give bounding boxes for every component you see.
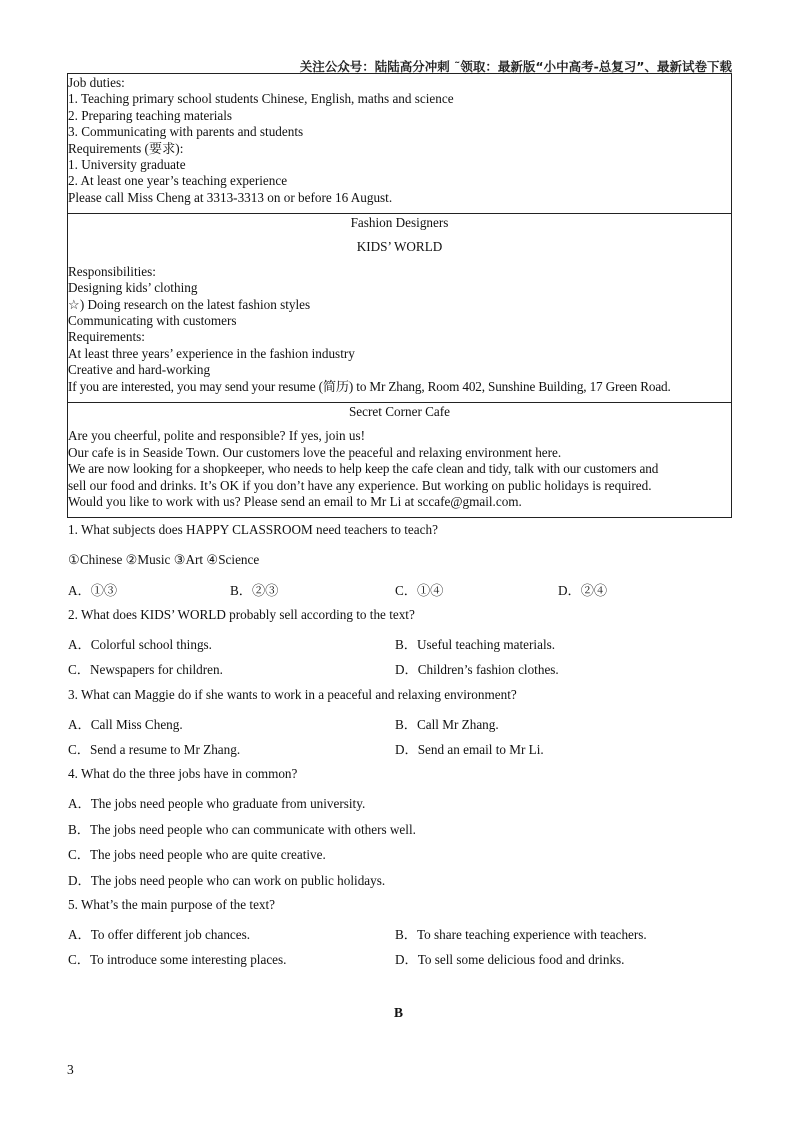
ad-line: Would you like to work with us? Please send an email to Mr Li at sccafe@gmail.com. <box>68 494 522 510</box>
question-5-stem: 5. What’s the main purpose of the text? <box>68 897 276 912</box>
ad-line: 1. Teaching primary school students Chinese, English, maths and science <box>68 91 454 107</box>
question-1-choices: ①Chinese ②Music ③Art ④Science <box>68 552 260 567</box>
question-3-option-b[interactable]: B．Call Mr Zhang. <box>395 717 499 732</box>
ad-line: Designing kids’ clothing <box>68 280 198 296</box>
question-3-stem: 3. What can Maggie do if she wants to work in a peaceful and relaxing environment? <box>68 687 517 702</box>
question-2-stem: 2. What does KIDS’ WORLD probably sell according to the text? <box>68 607 415 622</box>
question-5-option-d[interactable]: D．To sell some delicious food and drinks. <box>395 952 625 967</box>
question-3-option-d[interactable]: D．Send an email to Mr Li. <box>395 742 544 757</box>
ad-line: At least three years’ experience in the fashion industry <box>68 345 355 361</box>
page-header-banner: 关注公众号：陆陆高分冲刺 ˜领取：最新版“小中高考-总复习”、最新试卷下载 <box>299 59 732 74</box>
question-3-option-c[interactable]: C．Send a resume to Mr Zhang. <box>68 742 241 757</box>
question-4-option-c[interactable]: C．The jobs need people who are quite creative. <box>68 847 326 862</box>
ad-line: Creative and hard-working <box>68 362 211 378</box>
question-2-option-c[interactable]: C．Newspapers for children. <box>68 662 223 677</box>
page-number: 3 <box>67 1062 74 1077</box>
question-1-option-c[interactable]: C．①④ <box>395 583 444 598</box>
question-5-option-c[interactable]: C．To introduce some interesting places. <box>68 952 287 967</box>
ad-line: We are now looking for a shopkeeper, who needs to help keep the cafe clean and tidy, talk with our customers and <box>68 461 659 477</box>
ad-line: 3. Communicating with parents and students <box>68 124 304 140</box>
ad-line: Responsibilities: <box>68 263 156 279</box>
question-2-option-a[interactable]: A．Colorful school things. <box>68 637 212 652</box>
ad-line: Our cafe is in Seaside Town. Our customers love the peaceful and relaxing environment here. <box>68 444 562 460</box>
ad-line: Requirements: <box>68 329 145 345</box>
ad-line: 2. At least one year’s teaching experience <box>68 173 288 189</box>
ad-line: Requirements (要求): <box>68 140 184 156</box>
question-1-option-d[interactable]: D．②④ <box>558 583 608 598</box>
question-4-option-a[interactable]: A．The jobs need people who graduate from university. <box>68 796 366 811</box>
question-2-option-b[interactable]: B．Useful teaching materials. <box>395 637 556 652</box>
ad-line: Are you cheerful, polite and responsible? If yes, join us! <box>68 428 365 444</box>
question-3-option-a[interactable]: A．Call Miss Cheng. <box>68 717 183 732</box>
ad-line: Communicating with customers <box>68 313 237 329</box>
question-4-option-d[interactable]: D．The jobs need people who can work on public holidays. <box>68 873 386 888</box>
question-4-option-b[interactable]: B．The jobs need people who can communicate with others well. <box>68 822 416 837</box>
question-5-option-b[interactable]: B．To share teaching experience with teachers. <box>395 927 647 942</box>
ad-line: If you are interested, you may send your resume (简历) to Mr Zhang, Room 402, Sunshine Building, 17 Green Road. <box>68 378 671 394</box>
question-5-option-a[interactable]: A．To offer different job chances. <box>68 927 251 942</box>
question-1-stem: 1. What subjects does HAPPY CLASSROOM need teachers to teach? <box>68 522 438 537</box>
ad-line: 2. Preparing teaching materials <box>68 107 233 123</box>
question-1-option-b[interactable]: B．②③ <box>230 583 279 598</box>
section-b-heading: B <box>394 1005 404 1020</box>
ad-company-name: KIDS’ WORLD <box>356 239 443 255</box>
question-2-option-d[interactable]: D．Children’s fashion clothes. <box>395 662 559 677</box>
ad-line: Please call Miss Cheng at 3313-3313 on or before 16 August. <box>68 189 393 205</box>
happy-classroom-ad <box>67 73 732 214</box>
question-1-option-a[interactable]: A．①③ <box>68 583 118 598</box>
ad-line: sell our food and drinks. It’s OK if you don’t have any experience. But working on public holidays is required. <box>68 477 652 493</box>
secret-corner-cafe-ad <box>67 402 732 518</box>
ad-heading: Fashion Designers <box>350 215 449 230</box>
ad-heading: Secret Corner Cafe <box>348 404 451 419</box>
question-4-stem: 4. What do the three jobs have in common? <box>68 766 298 781</box>
kids-world-ad <box>67 213 732 403</box>
ad-line: ☆) Doing research on the latest fashion styles <box>68 296 311 312</box>
ad-line: Job duties: <box>68 75 125 90</box>
ad-line: 1. University graduate <box>68 157 186 173</box>
